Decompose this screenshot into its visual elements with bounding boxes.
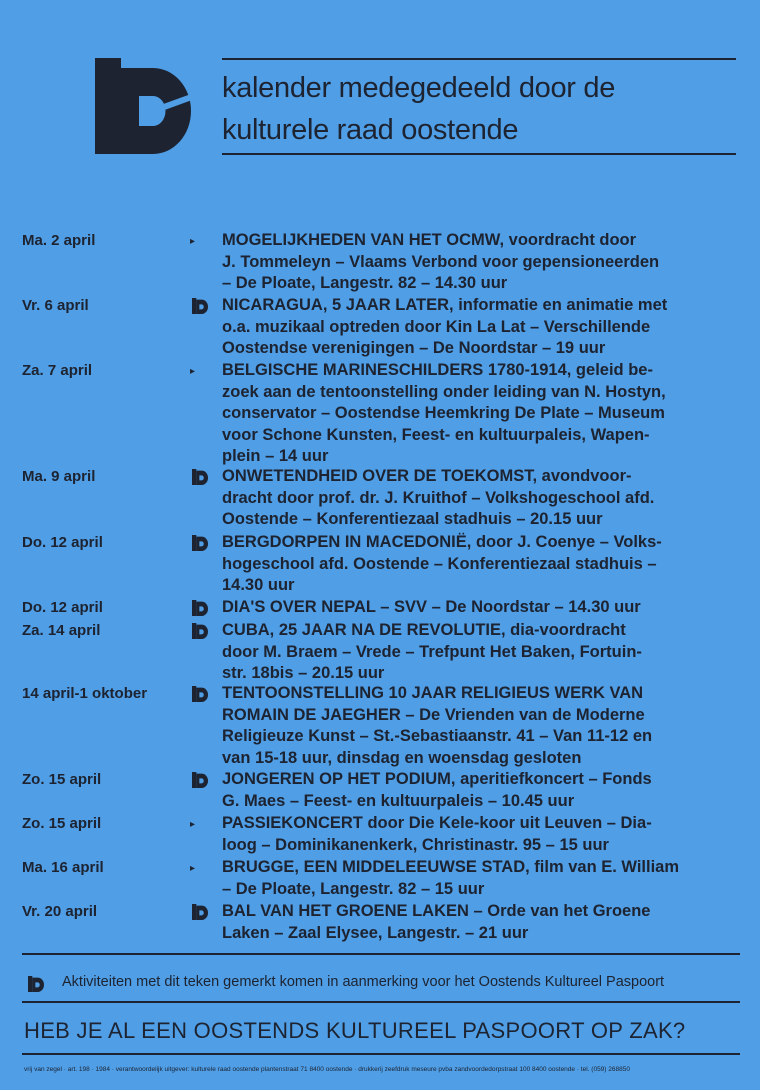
bullet-arrow-icon: ▸ — [190, 366, 196, 377]
event-description — [222, 901, 742, 944]
event-detail-line: 14.30 uur — [222, 576, 295, 594]
event-date: Zo. 15 april — [22, 815, 102, 832]
event-detail-line: Oostende – Konferentiezaal stadhuis – 20.15 uur — [222, 510, 603, 528]
event-description — [222, 360, 742, 468]
passport-marker-icon — [190, 686, 212, 702]
event-title: TENTOONSTELLING 10 JAAR RELIGIEUS WERK VAN — [222, 684, 644, 702]
event-date: Zo. 15 april — [22, 771, 102, 788]
event-detail-line: – De Ploate, Langestr. 82 – 14.30 uur — [222, 274, 508, 292]
event-detail-line: , door J. Coenye – Volks- — [466, 533, 662, 551]
footer-bottom-rule — [22, 1053, 740, 1055]
event-description — [222, 620, 742, 685]
event-date: Ma. 9 april — [22, 468, 96, 485]
fine-print: vrij van zegel · art. 198 · 1984 · verantwoordelijk uitgever: kulturele raad oostende plantenstraat 71 8400 oostende · drukkerij zeefdruk meseure pvba zandvoordedorpstraat 100 8400 oostende · tel. (059) 268850 — [24, 1066, 630, 1073]
event-detail-line: , film van E. William — [525, 858, 680, 876]
event-description — [222, 466, 742, 531]
event-title: JONGEREN OP HET PODIUM — [222, 770, 451, 788]
event-description — [222, 683, 742, 769]
event-date: Za. 7 april — [22, 362, 93, 379]
event-description — [222, 597, 742, 619]
event-detail-line: door M. Braem – Vrede – Trefpunt Het Baken, Fortuin- — [222, 642, 642, 661]
bullet-arrow-icon: ▸ — [190, 236, 196, 247]
event-detail-line: van 15-18 uur, dinsdag en woensdag gesloten — [222, 748, 582, 767]
event-title: BAL VAN HET GROENE LAKEN — [222, 902, 469, 920]
event-detail-line: hogeschool afd. Oostende – Konferentiezaal stadhuis – — [222, 554, 657, 573]
event-description — [222, 532, 742, 597]
event-detail-line: , voordracht door — [499, 231, 637, 249]
event-detail-line: str. 18bis – 20.15 uur — [222, 664, 385, 682]
passport-marker-icon — [190, 623, 212, 639]
event-description — [222, 769, 742, 812]
event-title: BERGDORPEN IN MACEDONIË — [222, 533, 467, 551]
event-title: CUBA, 25 JAAR NA DE REVOLUTIE — [222, 621, 502, 639]
header-line-1: kalender medegedeeld door de — [222, 72, 616, 104]
slogan: HEB JE AL EEN OOSTENDS KULTUREEL PASPOORT OP ZAK? — [24, 1018, 686, 1043]
event-date: Do. 12 april — [22, 599, 103, 616]
event-description — [222, 230, 742, 295]
bullet-arrow-icon: ▸ — [190, 819, 196, 830]
bullet-arrow-icon: ▸ — [190, 863, 196, 874]
event-detail-line: – De Ploate, Langestr. 82 – 15 uur — [222, 879, 485, 898]
passport-logo-icon — [26, 976, 46, 992]
event-detail-line: zoek aan de tentoonstelling onder leiding van N. Hostyn, — [222, 382, 666, 401]
event-date: Za. 14 april — [22, 622, 101, 639]
passport-marker-icon — [190, 298, 212, 314]
event-date: Ma. 2 april — [22, 232, 96, 249]
event-detail-line: dracht door prof. dr. J. Kruithof – Volkshogeschool afd. — [222, 488, 655, 507]
event-detail-line: , geleid be- — [566, 361, 653, 379]
kulturele-raad-logo-icon — [95, 58, 191, 154]
header-top-rule — [222, 58, 736, 60]
event-detail-line: , avondvoor- — [532, 467, 632, 485]
passport-marker-icon — [190, 772, 212, 788]
event-title: ONWETENDHEID OVER DE TOEKOMST — [222, 467, 533, 485]
event-title: MOGELIJKHEDEN VAN HET OCMW — [222, 231, 500, 249]
passport-marker-icon — [190, 904, 212, 920]
event-date: 14 april-1 oktober — [22, 685, 148, 702]
event-description — [222, 813, 742, 856]
event-title: PASSIEKONCERT — [222, 814, 363, 832]
event-detail-line: J. Tommeleyn – Vlaams Verbond voor gepensioneerden — [222, 252, 660, 271]
event-description — [222, 295, 742, 360]
passport-marker-icon — [190, 469, 212, 485]
event-detail-line: loog – Dominikanenkerk, Christinastr. 95 – 15 uur — [222, 835, 609, 854]
event-detail-line: plein – 14 uur — [222, 447, 329, 465]
event-date: Ma. 16 april — [22, 859, 104, 876]
event-detail-line: , aperitiefkoncert – Fonds — [450, 770, 652, 788]
passport-marker-icon — [190, 535, 212, 551]
event-date: Vr. 20 april — [22, 903, 98, 920]
event-title: DIA'S OVER NEPAL — [222, 598, 376, 616]
passport-marker-icon — [190, 600, 212, 616]
event-title: BRUGGE, EEN MIDDELEEUWSE STAD — [222, 858, 526, 876]
event-detail-line: G. Maes – Feest- en kultuurpaleis – 10.45 uur — [222, 791, 575, 810]
event-date: Do. 12 april — [22, 534, 103, 551]
event-detail-line: Oostendse verenigingen – De Noordstar – 19 uur — [222, 339, 606, 357]
event-date: Vr. 6 april — [22, 297, 89, 314]
event-detail-line: ROMAIN DE JAEGHER – De Vrienden van de Moderne — [222, 705, 645, 724]
event-detail-line: , dia-voordracht — [501, 621, 626, 639]
passport-note: Aktiviteiten met dit teken gemerkt komen in aanmerking voor het Oostends Kultureel Paspoort — [62, 974, 665, 990]
event-title: NICARAGUA, 5 JAAR LATER — [222, 296, 450, 314]
header-line-2: kulturele raad oostende — [222, 114, 519, 146]
header-bottom-rule — [222, 153, 736, 155]
event-detail-line: voor Schone Kunsten, Feest- en kultuurpaleis, Wapen- — [222, 425, 650, 444]
event-detail-line: – SVV – De Noordstar – 14.30 uur — [375, 598, 641, 616]
event-detail-line: o.a. muzikaal optreden door Kin La Lat – Verschillende — [222, 317, 651, 336]
footer-top-rule — [22, 953, 740, 955]
event-detail-line: conservator – Oostendse Heemkring De Plate – Museum — [222, 404, 665, 422]
event-title: BELGISCHE MARINESCHILDERS 1780-1914 — [222, 361, 567, 379]
event-detail-line: Laken – Zaal Elysee, Langestr. – 21 uur — [222, 923, 529, 942]
event-detail-line: Religieuze Kunst – St.-Sebastiaanstr. 41 – Van 11-12 en — [222, 727, 653, 745]
event-detail-line: door Die Kele-koor uit Leuven – Dia- — [362, 814, 652, 832]
event-detail-line: , informatie en animatie met — [449, 296, 668, 314]
event-description — [222, 857, 742, 900]
footer-middle-rule — [22, 1001, 740, 1003]
event-detail-line: – Orde van het Groene — [468, 902, 651, 920]
